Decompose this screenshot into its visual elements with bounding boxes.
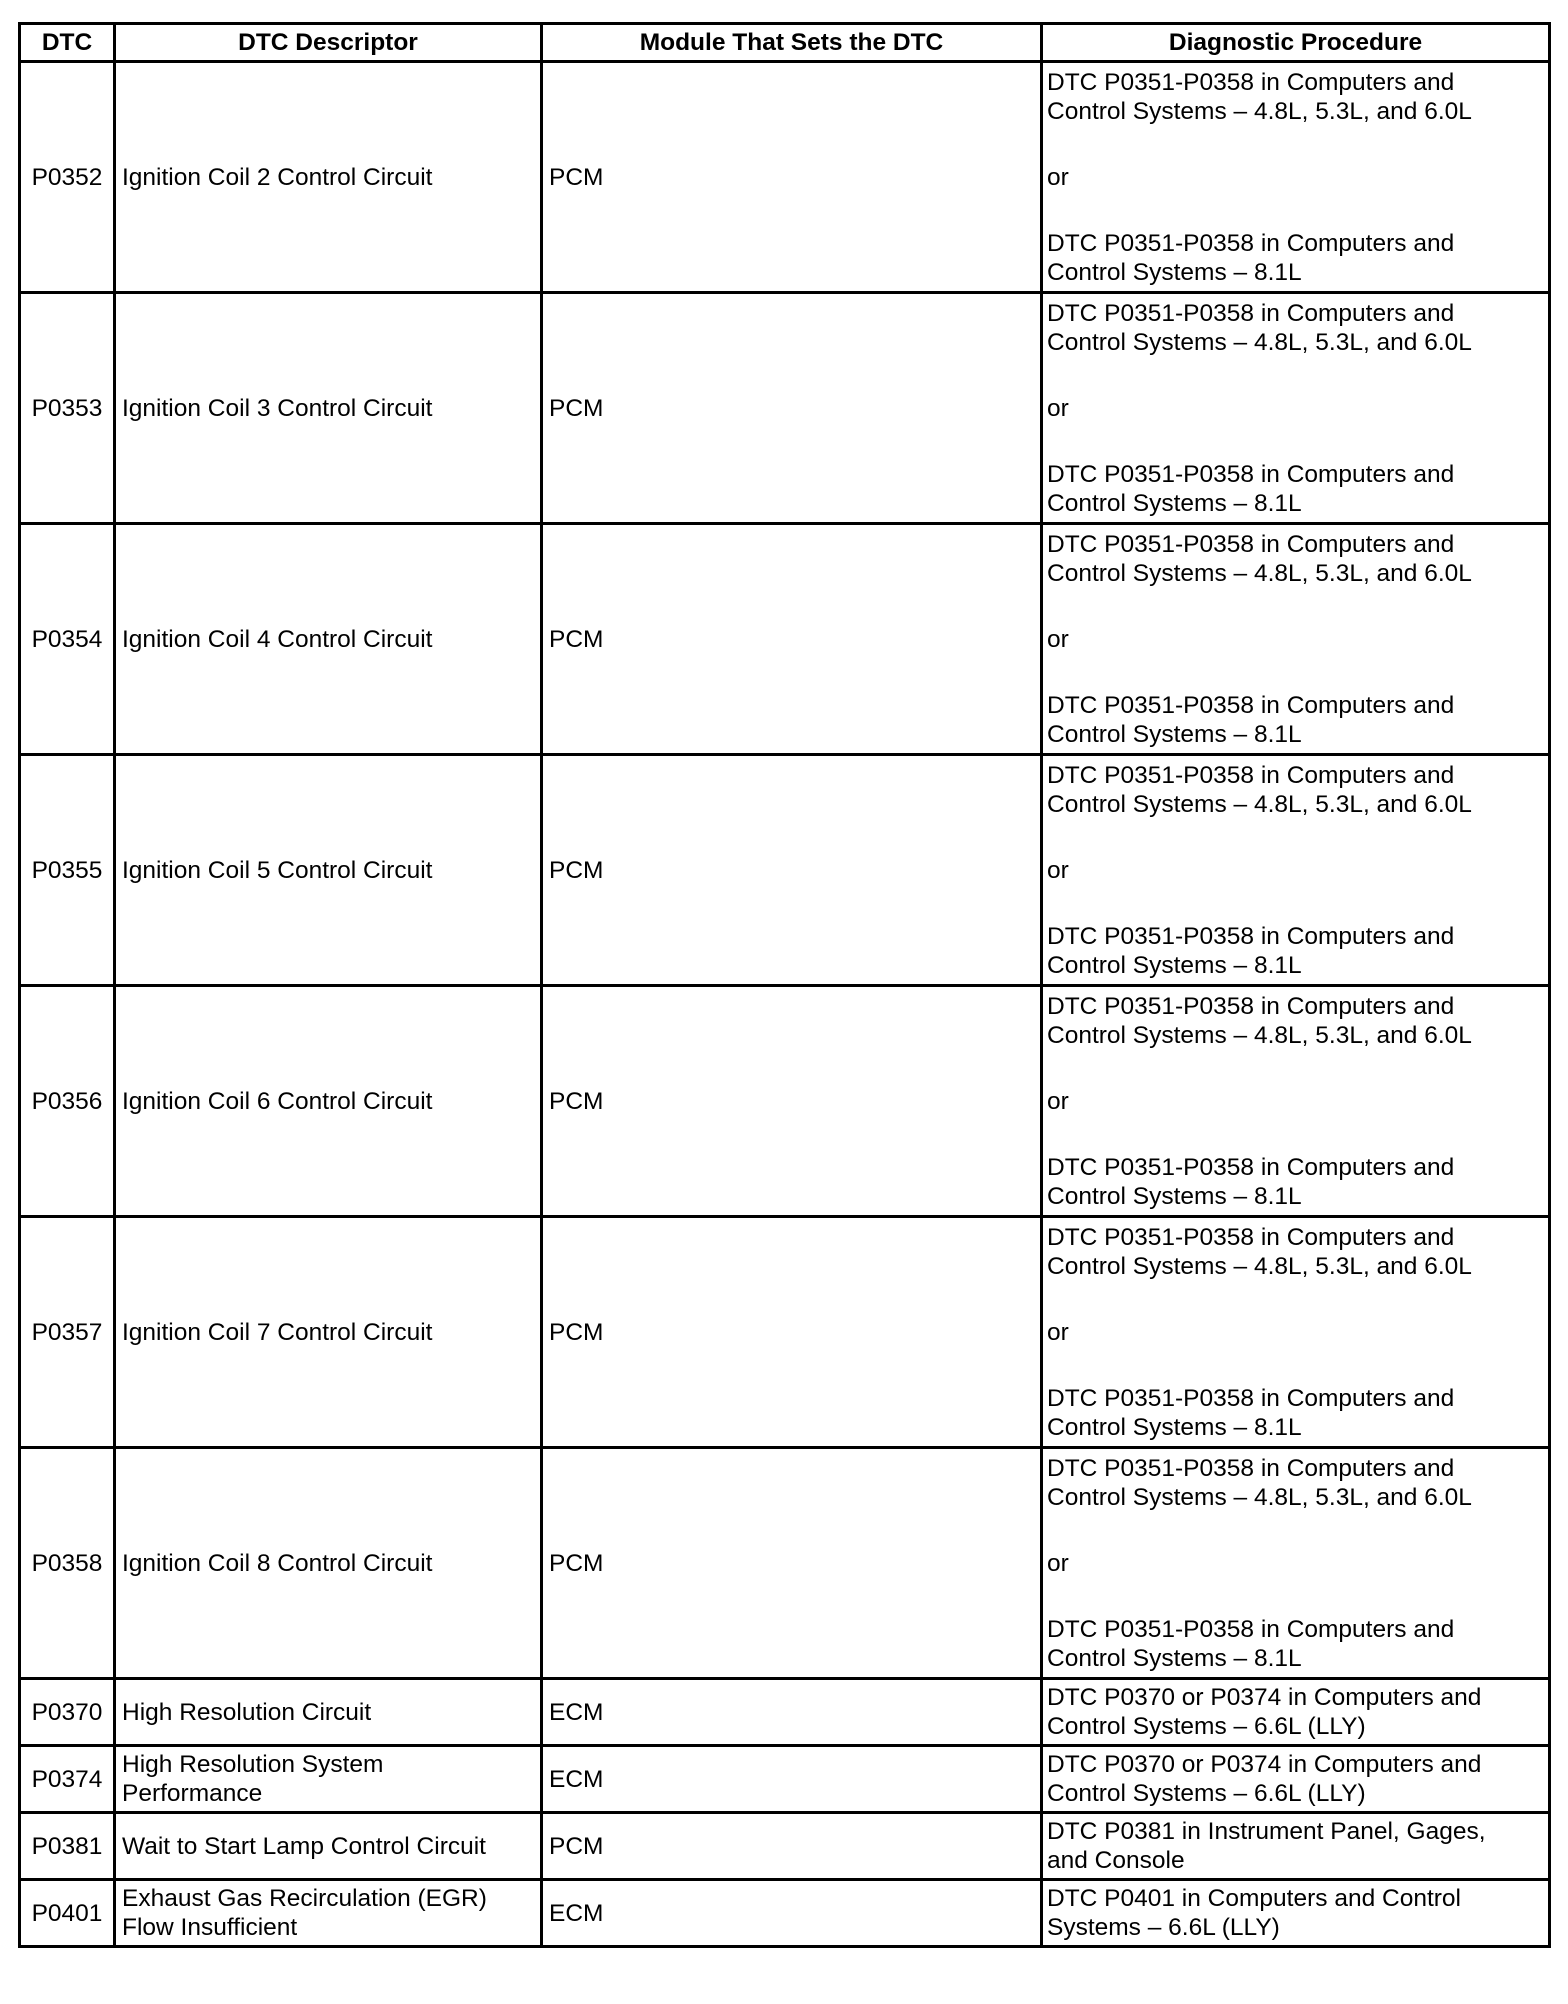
procedure-line: DTC P0351-P0358 in Computers and	[1047, 460, 1455, 488]
header-diagnostic-procedure: Diagnostic Procedure	[1042, 24, 1550, 62]
descriptor-line: High Resolution System	[122, 1751, 384, 1778]
procedure-spacer	[1047, 1578, 1544, 1615]
procedure-line: Control Systems – 8.1L	[1047, 1644, 1302, 1672]
module-name: PCM	[542, 62, 1042, 293]
procedure-spacer	[1047, 654, 1544, 691]
dtc-descriptor	[115, 1746, 542, 1813]
dtc-table	[18, 22, 1551, 1948]
procedure-line: Control Systems – 4.8L, 5.3L, and 6.0L	[1047, 328, 1472, 356]
procedure-line: DTC P0351-P0358 in Computers and	[1047, 1615, 1455, 1643]
header-dtc-descriptor: DTC Descriptor	[115, 24, 542, 62]
procedure-spacer	[1047, 1281, 1544, 1318]
table-row	[20, 1679, 1550, 1746]
procedure-line: Control Systems – 8.1L	[1047, 1182, 1302, 1210]
procedure-line: DTC P0351-P0358 in Computers and	[1047, 1454, 1455, 1482]
procedure-line: DTC P0401 in Computers and Control	[1047, 1885, 1461, 1912]
procedure-line: DTC P0351-P0358 in Computers and	[1047, 530, 1455, 558]
dtc-code: P0354	[20, 524, 115, 755]
procedure-spacer	[1047, 1512, 1544, 1549]
dtc-descriptor: High Resolution Circuit	[115, 1679, 542, 1746]
procedure-line: DTC P0370 or P0374 in Computers and	[1047, 1751, 1482, 1778]
module-name: ECM	[542, 1679, 1042, 1746]
procedure-spacer	[1047, 126, 1544, 163]
dtc-code: P0357	[20, 1217, 115, 1448]
procedure-line: DTC P0351-P0358 in Computers and	[1047, 68, 1455, 96]
procedure-line: Control Systems – 8.1L	[1047, 951, 1302, 979]
dtc-descriptor	[115, 1880, 542, 1947]
dtc-descriptor: Ignition Coil 8 Control Circuit	[115, 1448, 542, 1679]
procedure-line: DTC P0351-P0358 in Computers and	[1047, 691, 1455, 719]
module-name: PCM	[542, 755, 1042, 986]
dtc-code: P0381	[20, 1813, 115, 1880]
procedure-line: Control Systems – 8.1L	[1047, 1413, 1302, 1441]
table-row	[20, 1217, 1550, 1448]
diagnostic-procedure	[1042, 1448, 1550, 1679]
procedure-line: DTC P0381 in Instrument Panel, Gages,	[1047, 1818, 1486, 1845]
module-name: PCM	[542, 524, 1042, 755]
table-row	[20, 62, 1550, 293]
diagnostic-procedure	[1042, 1217, 1550, 1448]
procedure-line: Control Systems – 4.8L, 5.3L, and 6.0L	[1047, 1252, 1472, 1280]
procedure-line: Control Systems – 4.8L, 5.3L, and 6.0L	[1047, 1483, 1472, 1511]
procedure-spacer	[1047, 819, 1544, 856]
dtc-descriptor: Wait to Start Lamp Control Circuit	[115, 1813, 542, 1880]
procedure-line: Control Systems – 4.8L, 5.3L, and 6.0L	[1047, 790, 1472, 818]
procedure-or: or	[1047, 394, 1069, 422]
procedure-line: Control Systems – 8.1L	[1047, 720, 1302, 748]
table-row	[20, 1746, 1550, 1813]
descriptor-line: Performance	[122, 1780, 263, 1807]
procedure-spacer	[1047, 192, 1544, 229]
procedure-line: and Console	[1047, 1847, 1185, 1874]
module-name: ECM	[542, 1880, 1042, 1947]
procedure-line: DTC P0370 or P0374 in Computers and	[1047, 1684, 1482, 1711]
procedure-line: Control Systems – 4.8L, 5.3L, and 6.0L	[1047, 1021, 1472, 1049]
table-row	[20, 986, 1550, 1217]
dtc-code: P0356	[20, 986, 115, 1217]
diagnostic-procedure	[1042, 1880, 1550, 1947]
procedure-spacer	[1047, 423, 1544, 460]
procedure-spacer	[1047, 885, 1544, 922]
table-row	[20, 1448, 1550, 1679]
dtc-code: P0401	[20, 1880, 115, 1947]
dtc-descriptor: Ignition Coil 7 Control Circuit	[115, 1217, 542, 1448]
diagnostic-procedure	[1042, 1746, 1550, 1813]
header-dtc: DTC	[20, 24, 115, 62]
table-row	[20, 755, 1550, 986]
descriptor-line: Flow Insufficient	[122, 1914, 298, 1941]
descriptor-line: Exhaust Gas Recirculation (EGR)	[122, 1885, 487, 1912]
procedure-line: DTC P0351-P0358 in Computers and	[1047, 761, 1455, 789]
module-name: PCM	[542, 1217, 1042, 1448]
table-row	[20, 1813, 1550, 1880]
procedure-or: or	[1047, 856, 1069, 884]
dtc-descriptor: Ignition Coil 5 Control Circuit	[115, 755, 542, 986]
procedure-line: DTC P0351-P0358 in Computers and	[1047, 1223, 1455, 1251]
dtc-code: P0353	[20, 293, 115, 524]
procedure-line: DTC P0351-P0358 in Computers and	[1047, 229, 1455, 257]
procedure-line: Control Systems – 6.6L (LLY)	[1047, 1780, 1366, 1807]
procedure-line: Control Systems – 6.6L (LLY)	[1047, 1713, 1366, 1740]
dtc-code: P0374	[20, 1746, 115, 1813]
dtc-code: P0355	[20, 755, 115, 986]
diagnostic-procedure	[1042, 1679, 1550, 1746]
procedure-line: DTC P0351-P0358 in Computers and	[1047, 992, 1455, 1020]
procedure-spacer	[1047, 1116, 1544, 1153]
module-name: ECM	[542, 1746, 1042, 1813]
procedure-or: or	[1047, 163, 1069, 191]
procedure-spacer	[1047, 357, 1544, 394]
procedure-or: or	[1047, 625, 1069, 653]
table-row	[20, 1880, 1550, 1947]
procedure-line: DTC P0351-P0358 in Computers and	[1047, 1153, 1455, 1181]
procedure-line: Control Systems – 4.8L, 5.3L, and 6.0L	[1047, 97, 1472, 125]
table-row	[20, 293, 1550, 524]
procedure-line: Systems – 6.6L (LLY)	[1047, 1914, 1280, 1941]
table-header-row	[20, 24, 1550, 62]
procedure-line: DTC P0351-P0358 in Computers and	[1047, 922, 1455, 950]
dtc-descriptor: Ignition Coil 4 Control Circuit	[115, 524, 542, 755]
dtc-code: P0352	[20, 62, 115, 293]
diagnostic-procedure	[1042, 986, 1550, 1217]
dtc-descriptor: Ignition Coil 6 Control Circuit	[115, 986, 542, 1217]
dtc-descriptor: Ignition Coil 3 Control Circuit	[115, 293, 542, 524]
table-row	[20, 524, 1550, 755]
diagnostic-procedure	[1042, 62, 1550, 293]
dtc-code: P0370	[20, 1679, 115, 1746]
diagnostic-procedure	[1042, 293, 1550, 524]
procedure-line: Control Systems – 8.1L	[1047, 489, 1302, 517]
procedure-or: or	[1047, 1549, 1069, 1577]
diagnostic-procedure	[1042, 524, 1550, 755]
header-module: Module That Sets the DTC	[542, 24, 1042, 62]
procedure-spacer	[1047, 1347, 1544, 1384]
procedure-spacer	[1047, 1050, 1544, 1087]
dtc-descriptor: Ignition Coil 2 Control Circuit	[115, 62, 542, 293]
procedure-spacer	[1047, 588, 1544, 625]
procedure-line: Control Systems – 4.8L, 5.3L, and 6.0L	[1047, 559, 1472, 587]
module-name: PCM	[542, 1813, 1042, 1880]
procedure-line: DTC P0351-P0358 in Computers and	[1047, 299, 1455, 327]
procedure-line: Control Systems – 8.1L	[1047, 258, 1302, 286]
procedure-or: or	[1047, 1318, 1069, 1346]
dtc-code: P0358	[20, 1448, 115, 1679]
module-name: PCM	[542, 1448, 1042, 1679]
document-page	[18, 22, 1548, 1948]
diagnostic-procedure	[1042, 755, 1550, 986]
module-name: PCM	[542, 293, 1042, 524]
procedure-or: or	[1047, 1087, 1069, 1115]
module-name: PCM	[542, 986, 1042, 1217]
procedure-line: DTC P0351-P0358 in Computers and	[1047, 1384, 1455, 1412]
diagnostic-procedure	[1042, 1813, 1550, 1880]
